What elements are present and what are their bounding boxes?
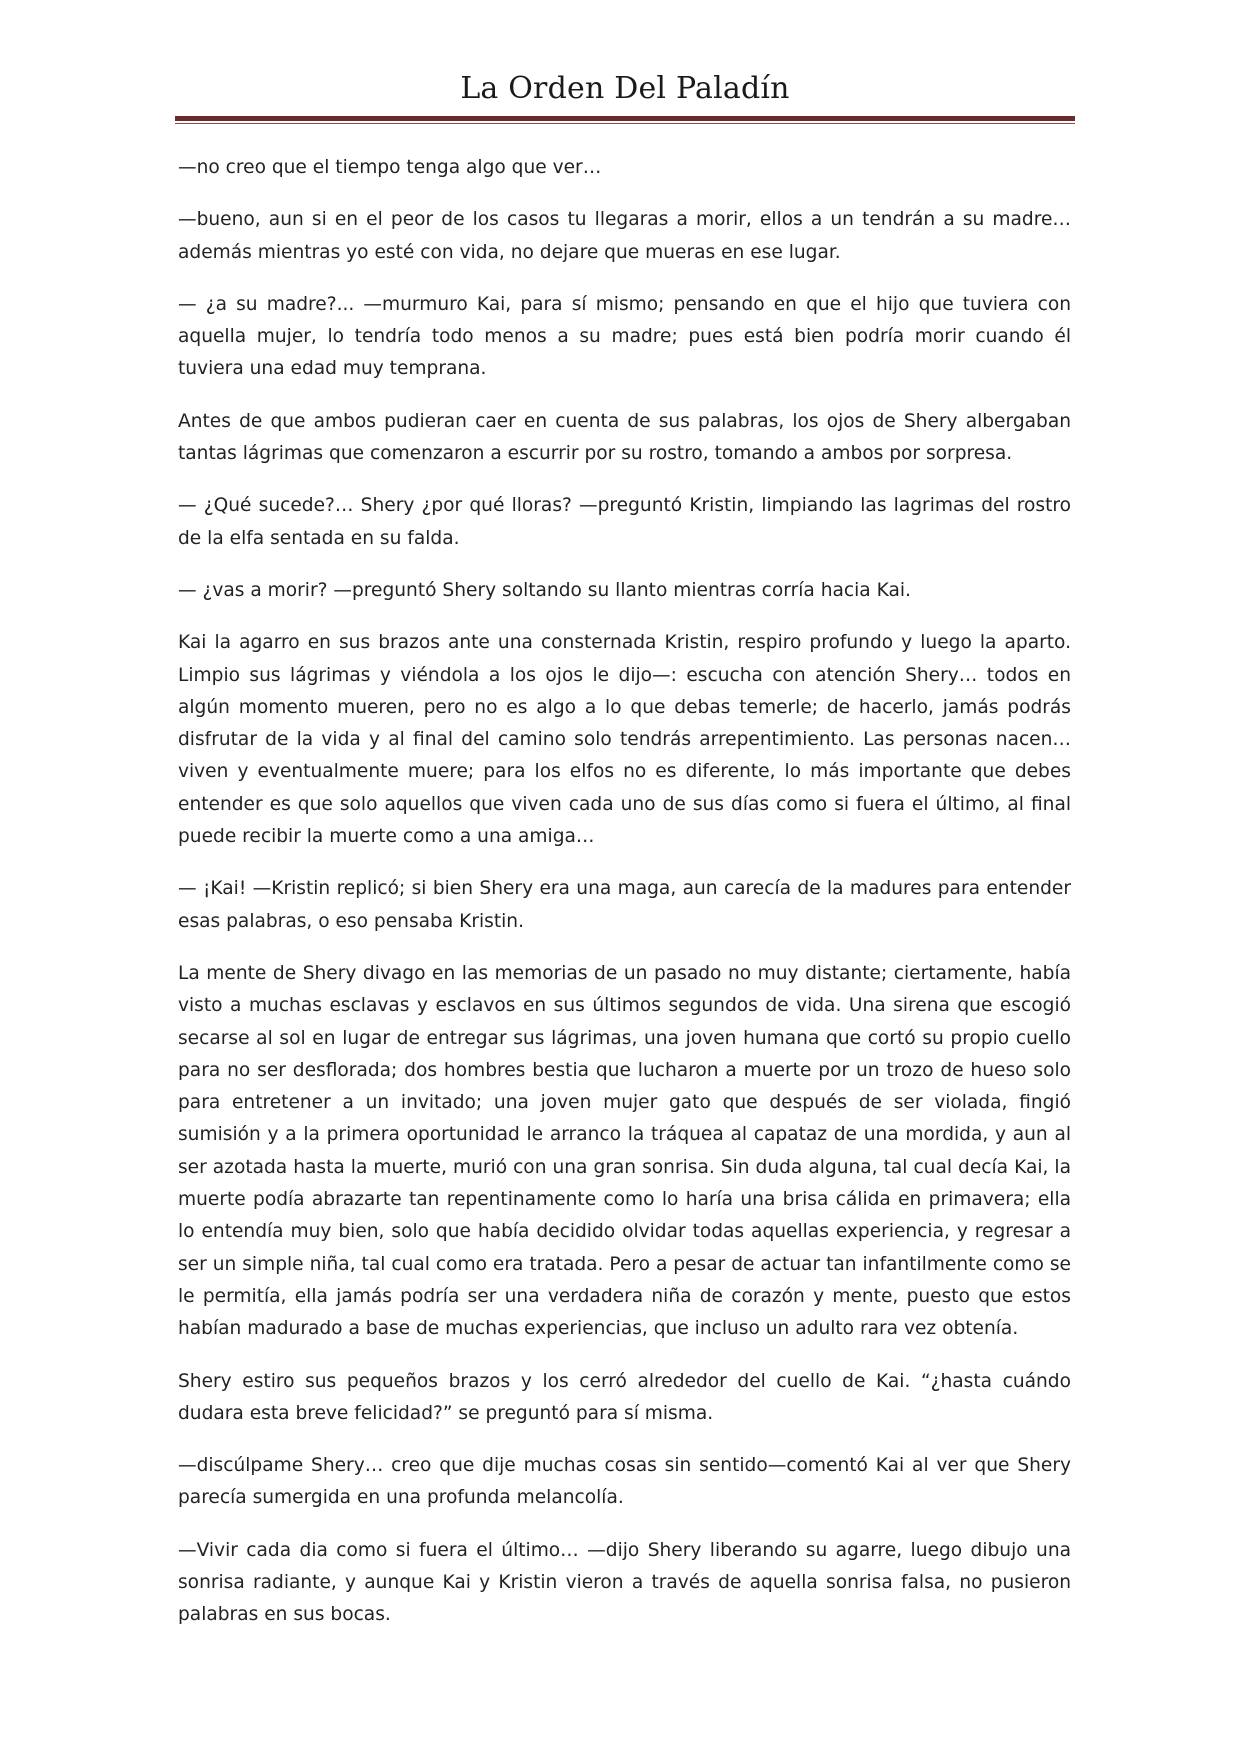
paragraph: — ¿vas a morir? —preguntó Shery soltando su llanto mientras corría hacia Kai. [178,579,911,601]
paragraph: — ¿a su madre?... —murmuro Kai, para sí mismo; pensando en que el hijo que tuviera con aquella mujer, lo tendría todo menos a su madre; pues está bien podría morir cuando él tuviera una edad muy temprana. [178,293,1071,380]
paragraph: —discúlpame Shery… creo que dije muchas cosas sin sentido—comentó Kai al ver que Shery parecía sumergida en una profunda melancolía. [178,1455,1071,1509]
paragraph: Shery estiro sus pequeños brazos y los cerró alrededor del cuello de Kai. “¿hasta cuándo dudara esta breve felicidad?” se preguntó para sí misma. [178,1370,1071,1424]
paragraph: La mente de Shery divago en las memorias de un pasado no muy distante; ciertamente, había visto a muchas esclavas y esclavos en sus últimos segundos de vida. Una sirena que escogió secarse al sol en lugar de entregar sus lágrimas, una joven humana que cortó su propio cuello para no ser desflorada; dos hombres bestia que lucharon a muerte por un trozo de hueso solo para entretener a un invitado; una joven mujer gato que después de ser violada, fingió sumisión y a la primera oportunidad le arranco la tráquea al capataz de una mordida, y aun al ser azotada hasta la muerte, murió con una gran sonrisa. Sin duda alguna, tal cual decía Kai, la muerte podía abrazarte tan repentinamente como lo haría una brisa cálida en primavera; ella lo entendía muy bien, solo que había decidido olvidar todas aquellas experiencia, y regresar a ser un simple niña, tal cual como era tratada. Pero a pesar de actuar tan infantilmente como se le permitía, ella jamás podría ser una verdadera niña de corazón y mente, puesto que estos habían madurado a base de muchas experiencias, que incluso un adulto rara vez obtenía. [178,962,1071,1340]
header-rule-thick [175,116,1075,121]
page-header [175,72,1075,105]
paragraph: — ¡Kai! —Kristin replicó; si bien Shery era una maga, aun carecía de la madures para entender esas palabras, o eso pensaba Kristin. [178,878,1071,932]
header-title: La Orden Del Paladín [460,71,790,106]
paragraph: —Vivir cada dia como si fuera el último… —dijo Shery liberando su agarre, luego dibujo una sonrisa radiante, y aunque Kai y Kristin vieron a través de aquella sonrisa falsa, no pusieron palabras en sus bocas. [178,1539,1071,1626]
paragraph: Antes de que ambos pudieran caer en cuenta de sus palabras, los ojos de Shery albergaban tantas lágrimas que comenzaron a escurrir por su rostro, tomando a ambos por sorpresa. [178,410,1071,465]
body-text [178,152,1071,1652]
paragraph: —bueno, aun si en el peor de los casos tu llegaras a morir, ellos a un tendrán a su madre… además mientras yo esté con vida, no dejare que mueras en ese lugar. [178,209,1071,263]
header-rule-thin [175,123,1075,124]
paragraph: Kai la agarro en sus brazos ante una consternada Kristin, respiro profundo y luego la aparto. Limpio sus lágrimas y viéndola a los ojos le dijo—: escucha con atención Shery… todos en algún momento mueren, pero no es algo a lo que debas temerle; de hacerlo, jamás podrás disfrutar de la vida y al final del camino solo tendrás arrepentimiento. Las personas nacen… viven y eventualmente muere; para los elfos no es diferente, lo más importante que debes entender es que solo aquellos que viven cada uno de sus días como si fuera el último, al final puede recibir la muerte como a una amiga… [178,632,1071,848]
paragraph: — ¿Qué sucede?… Shery ¿por qué lloras? —preguntó Kristin, limpiando las lagrimas del rostro de la elfa sentada en su falda. [178,495,1071,549]
paragraph: —no creo que el tiempo tenga algo que ver… [178,157,602,178]
